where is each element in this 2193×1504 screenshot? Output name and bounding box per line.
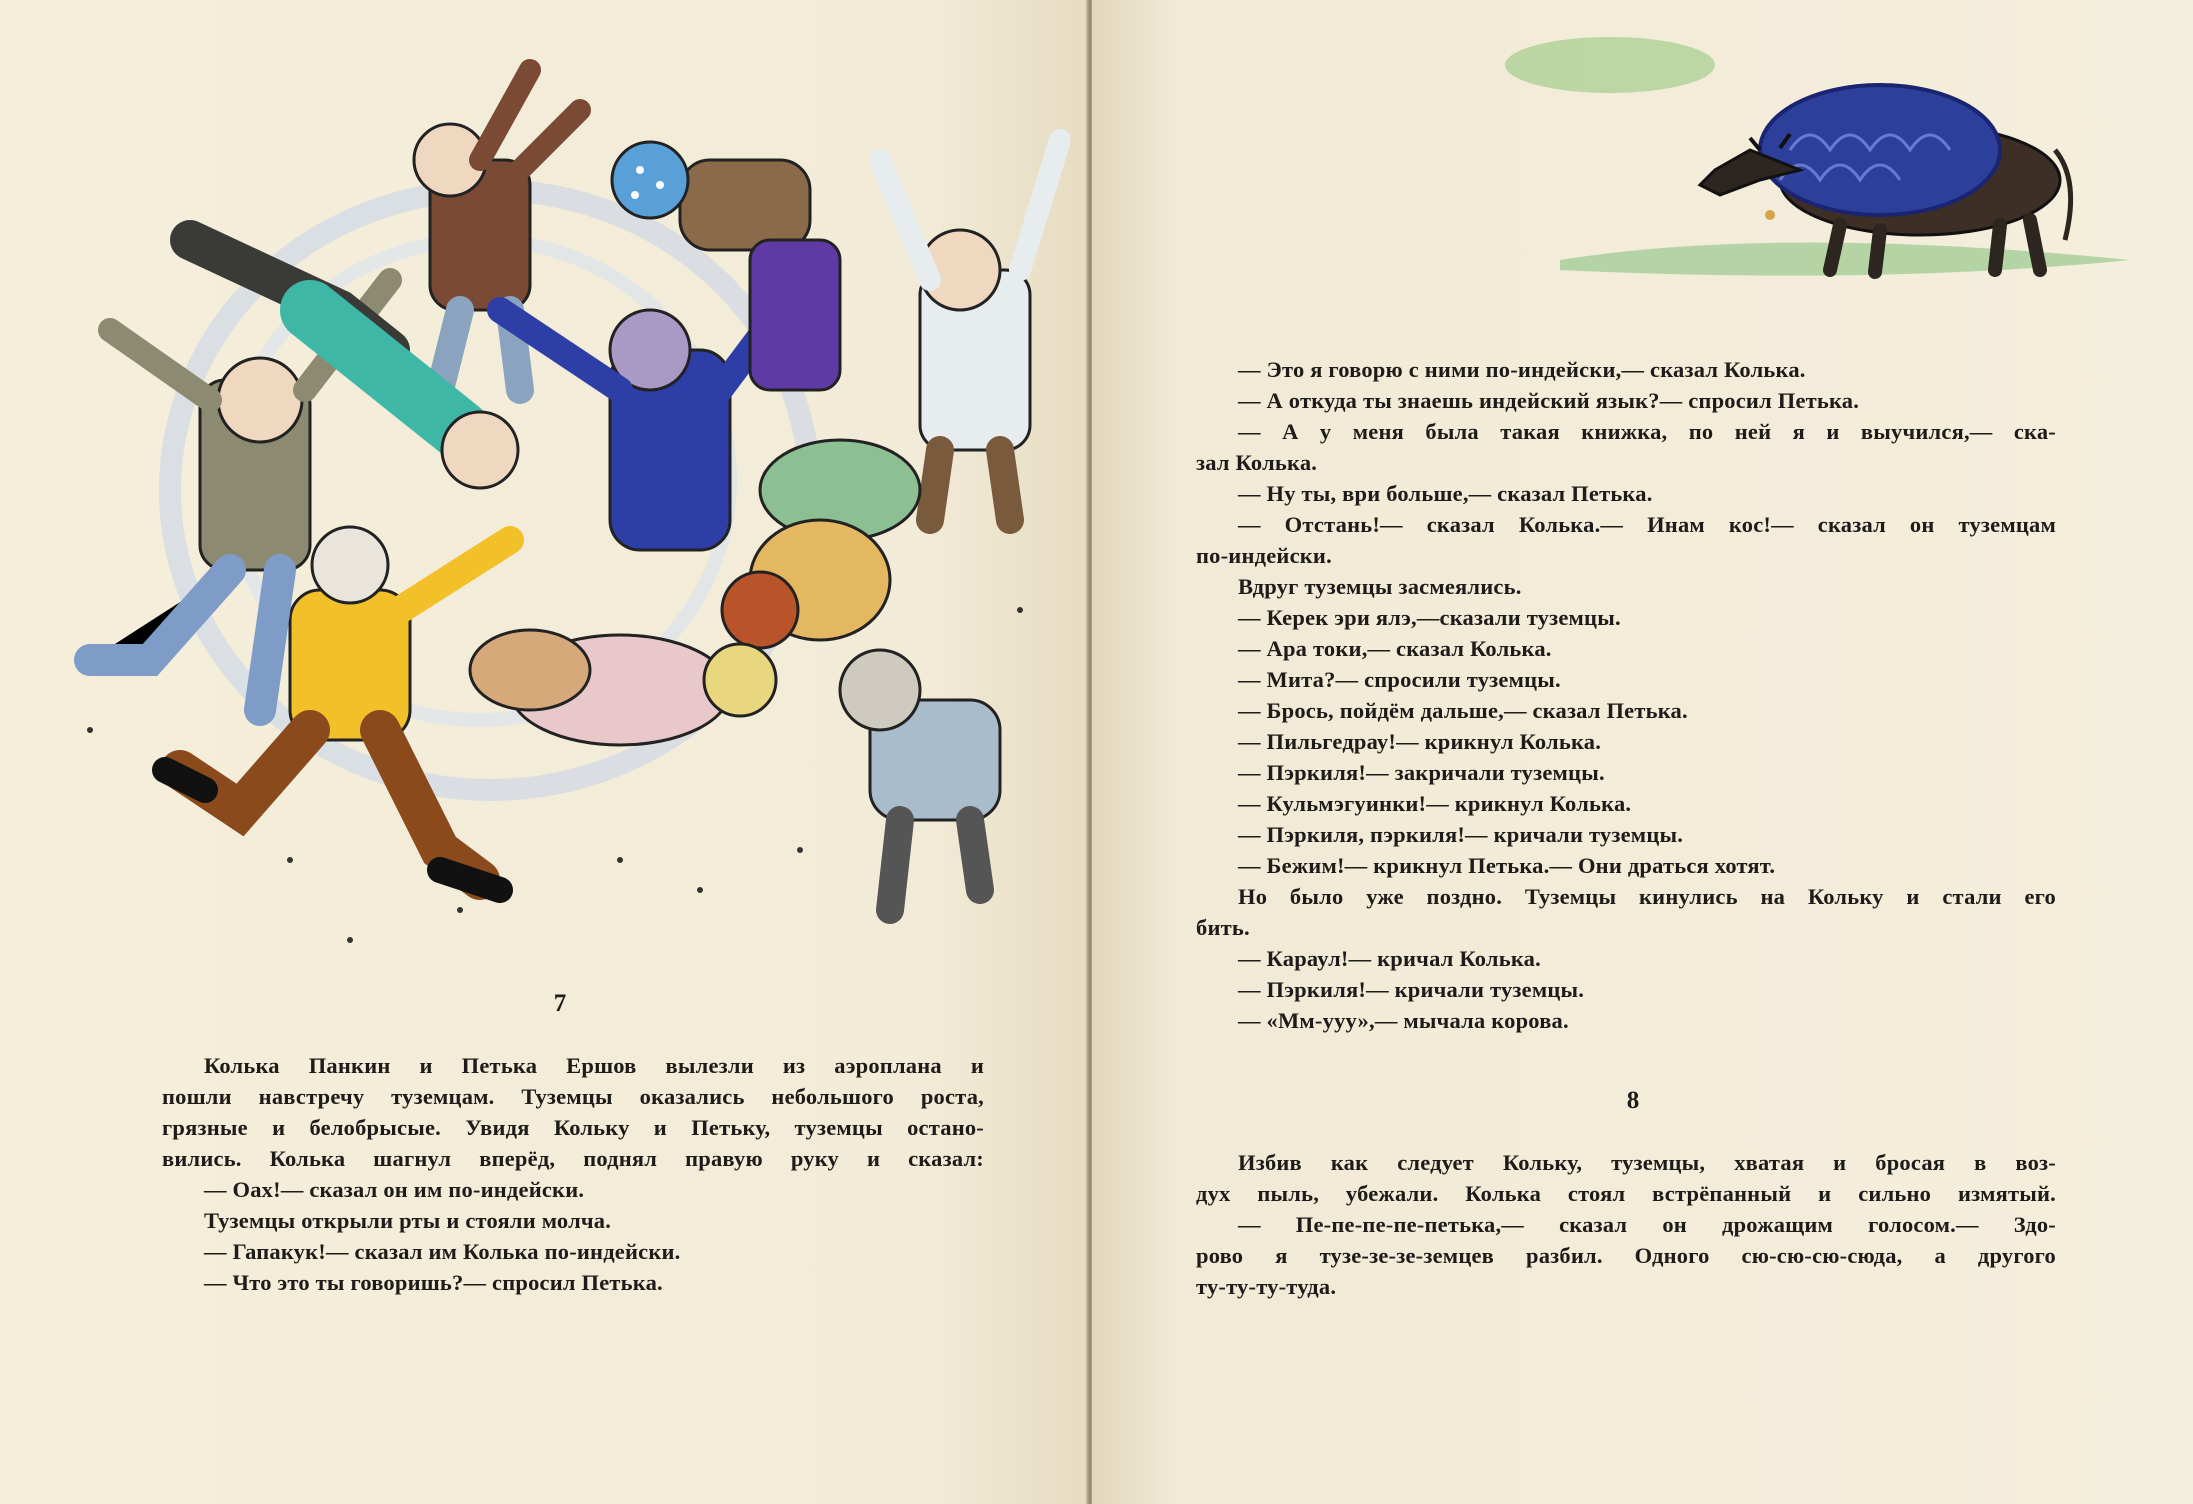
text-line: ту-ту-ту-туда. (1196, 1274, 1337, 1299)
text-line: Туземцы открыли рты и стояли молча. (204, 1208, 612, 1233)
text-line: — Пильгедрау!— крикнул Колька. (1238, 729, 1602, 754)
text-line: дух пыль, убежали. Колька стоял встрёпанный и сильно измятый. (1196, 1181, 2056, 1206)
text-line: — Отстань!— сказал Колька.— Инам кос!— сказал он туземцам (1238, 512, 2056, 537)
text-line: — Бежим!— крикнул Петька.— Они драться хотят. (1238, 853, 1776, 878)
text-line: Вдруг туземцы засмеялись. (1238, 574, 1522, 599)
text-line: — Пе-пе-пе-пе-петька,— сказал он дрожащим голосом.— Здо- (1238, 1212, 2056, 1237)
text-line: — Ара токи,— сказал Колька. (1238, 636, 1552, 661)
text-line: — А у меня была такая книжка, по ней я и выучился,— ска- (1238, 419, 2056, 444)
text-line: — Мита?— спросили туземцы. (1238, 667, 1561, 692)
text-line: — «Мм-ууу»,— мычала корова. (1238, 1008, 1569, 1033)
text-line: бить. (1196, 915, 1250, 940)
left-page (0, 0, 1088, 1504)
crowd-illustration (60, 10, 1070, 960)
text-line: — Это я говорю с ними по-индейски,— сказал Колька. (1238, 357, 1806, 382)
right-page-text (1196, 354, 2056, 1036)
text-line: рово я тузе-зе-зе-земцев разбил. Одного сю-сю-сю-сюда, а другого (1196, 1243, 2056, 1268)
cow-illustration (1480, 20, 2180, 300)
chapter-number-8: 8 (1626, 1087, 1640, 1114)
text-line: пошли навстречу туземцам. Туземцы оказались небольшого роста, (162, 1084, 984, 1109)
text-line: — Керек эри ялэ,—сказали туземцы. (1238, 605, 1621, 630)
text-line: — Оах!— сказал он им по-индейски. (204, 1177, 585, 1202)
chapter-8-text (1196, 1147, 2056, 1302)
text-line: — Пэркиля!— кричали туземцы. (1238, 977, 1585, 1002)
chapter-number-7: 7 (553, 990, 567, 1017)
text-line: — Пэркиля, пэркиля!— кричали туземцы. (1238, 822, 1684, 847)
text-line: — Караул!— кричал Колька. (1238, 946, 1541, 971)
text-line: зал Колька. (1196, 450, 1318, 475)
text-line: — А откуда ты знаешь индейский язык?— спросил Петька. (1238, 388, 1860, 413)
text-line: грязные и белобрысые. Увидя Кольку и Петьку, туземцы остано- (162, 1115, 984, 1140)
text-line: Избив как следует Кольку, туземцы, хватая и бросая в воз- (1238, 1150, 2056, 1175)
text-line: по-индейски. (1196, 543, 1332, 568)
text-line: — Гапакук!— сказал им Колька по-индейски. (204, 1239, 681, 1264)
text-line: — Брось, пойдём дальше,— сказал Петька. (1238, 698, 1688, 723)
text-line: вились. Колька шагнул вперёд, поднял правую руку и сказал: (162, 1146, 984, 1171)
text-line: — Пэркиля!— закричали туземцы. (1238, 760, 1605, 785)
chapter-7-text (162, 1050, 984, 1298)
text-line: — Что это ты говоришь?— спросил Петька. (204, 1270, 663, 1295)
text-line: — Кульмэгуинки!— крикнул Колька. (1238, 791, 1632, 816)
text-line: Колька Панкин и Петька Ершов вылезли из аэроплана и (204, 1053, 984, 1078)
text-line: Но было уже поздно. Туземцы кинулись на Кольку и стали его (1238, 884, 2056, 909)
text-line: — Ну ты, ври больше,— сказал Петька. (1238, 481, 1653, 506)
